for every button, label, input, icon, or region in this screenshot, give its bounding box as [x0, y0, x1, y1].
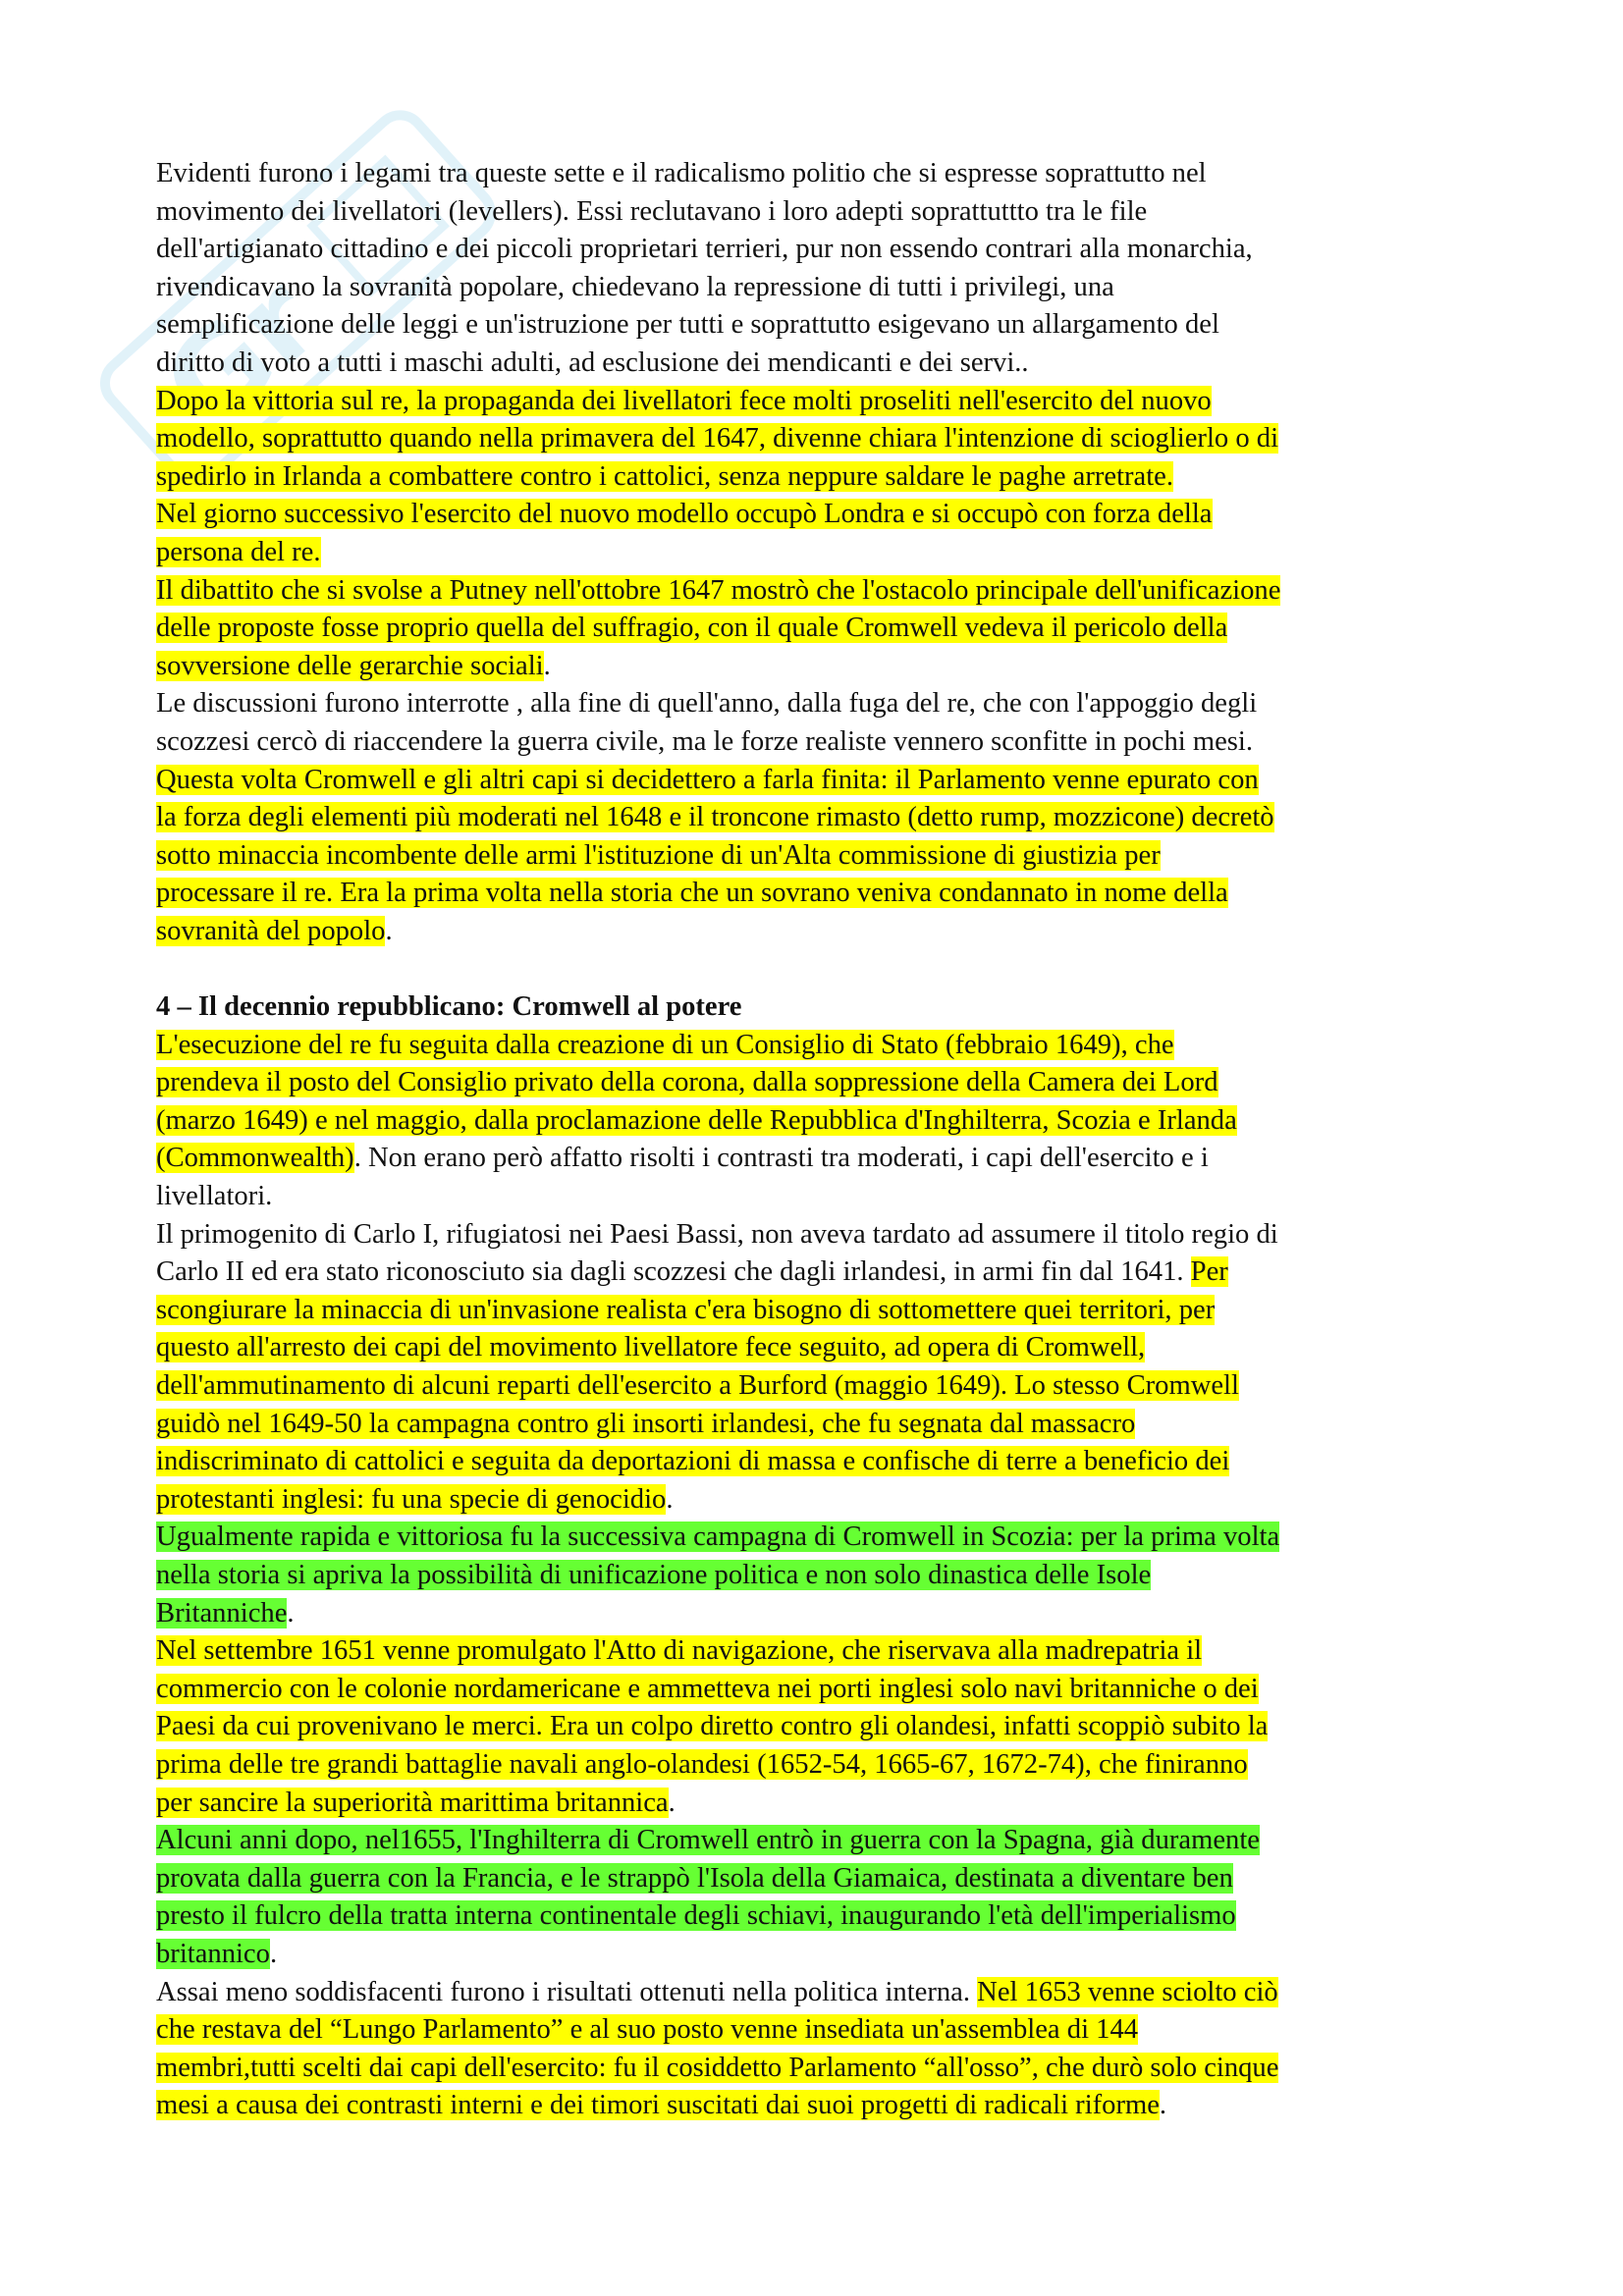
text-run: Il primogenito di Carlo I, rifugiatosi nei Paesi Bassi, non aveva tardato ad assumere il titolo regio di: [156, 1218, 1278, 1250]
paragraph-carlo-ii: [156, 1216, 1482, 1520]
highlighted-text: L'esecuzione del re fu seguita dalla creazione di un Consiglio di Stato (febbraio 1649), che: [156, 1029, 1174, 1060]
paragraph-putney: [156, 572, 1482, 686]
text-line: [156, 1406, 1482, 1444]
text-line: [156, 496, 1482, 534]
highlighted-text: dell'ammutinamento di alcuni reparti dell'esercito a Burford (maggio 1649). Lo stesso Cromwell: [156, 1370, 1239, 1401]
highlighted-text: scongiurare la minaccia di un'invasione realista c'era bisogno di sottomettere quei territori, per: [156, 1294, 1216, 1325]
text-run: .: [269, 1938, 278, 1969]
text-line: [156, 2087, 1482, 2125]
text-run: Le discussioni furono interrotte , alla fine di quell'anno, dalla fuga del re, che con l'appoggio degli: [156, 688, 1258, 720]
highlighted-text: modello, soprattutto quando nella primavera del 1647, divenne chiara l'intenzione di scioglierlo o di: [156, 423, 1279, 454]
highlighted-text: (marzo 1649) e nel maggio, dalla proclamazione delle Repubblica d'Inghilterra, Scozia e Irlanda: [156, 1104, 1237, 1136]
highlighted-text: spedirlo in Irlanda a combattere contro i cattolici, senza neppure saldare le paghe arretrate.: [156, 460, 1174, 492]
text-line: [156, 1974, 1482, 2012]
text-line: [156, 1595, 1482, 1633]
text-run: .: [1159, 2090, 1167, 2121]
highlighted-text: Nel settembre 1651 venne promulgato l'Atto di navigazione, che riservava alla madrepatria il: [156, 1635, 1203, 1667]
highlighted-text: sovversione delle gerarchie sociali: [156, 650, 544, 681]
text-run: .: [543, 650, 551, 681]
text-line: [156, 1671, 1482, 1709]
text-run: Evidenti furono i legami tra queste sette e il radicalismo politio che si espresse soprattutto nel: [156, 158, 1207, 188]
paragraph-giamaica: [156, 1822, 1482, 1973]
text-line: [156, 1292, 1482, 1330]
paragraph-londra: [156, 496, 1482, 571]
text-run: .: [287, 1597, 295, 1629]
text-line: [156, 306, 1482, 345]
text-line: [156, 1708, 1482, 1746]
blank-line: [156, 950, 1482, 988]
paragraph-atto-navigazione: [156, 1632, 1482, 1822]
text-line: [156, 458, 1482, 497]
text-run: semplificazione delle leggi e un'istruzione per tutti e soprattutto esigevano un allargamento del: [156, 309, 1219, 341]
highlighted-text: questo all'arresto dei capi del movimento livellatore fece seguito, ad opera di Cromwell,: [156, 1332, 1146, 1363]
text-line: [156, 837, 1482, 876]
highlighted-text: delle proposte fosse proprio quella del suffragio, con il quale Cromwell vedeva il pericolo della: [156, 613, 1228, 644]
text-line: [156, 231, 1482, 269]
text-run: Carlo II ed era stato riconosciuto sia dagli scozzesi che dagli irlandesi, in armi fin dal 1641.: [156, 1256, 1191, 1288]
text-run: dell'artigianato cittadino e dei piccoli proprietari terrieri, pur non essendo contrari alla monarchia,: [156, 234, 1253, 265]
highlighted-text: membri,tutti scelti dai capi dell'esercito: fu il cosiddetto Parlamento “all'osso”, che durò solo cinque: [156, 2052, 1279, 2083]
highlighted-text: nella storia si apriva la possibilità di unificazione politica e non solo dinastica delle Isole: [156, 1559, 1152, 1590]
text-line: [156, 383, 1482, 421]
text-run: Assai meno soddisfacenti furono i risultati ottenuti nella politica interna.: [156, 1976, 978, 2007]
text-line: [156, 2011, 1482, 2050]
paragraph-scozia: [156, 1519, 1482, 1632]
text-line: [156, 685, 1482, 723]
highlighted-text: mesi a causa dei contrasti interni e dei timori suscitati dai suoi progetti di radicali riforme: [156, 2090, 1160, 2121]
text-line: [156, 1140, 1482, 1178]
text-run: .: [668, 1787, 676, 1818]
highlighted-text: Questa volta Cromwell e gli altri capi si decidettero a farla finita: il Parlamento venne epurato con: [156, 764, 1259, 795]
highlighted-text: presto il fulcro della tratta interna continentale degli schiavi, inaugurando l'età dell'imperialismo: [156, 1900, 1236, 1932]
highlighted-text: processare il re. Era la prima volta nella storia che un sovrano veniva condannato in nome della: [156, 878, 1228, 909]
text-line: [156, 572, 1482, 611]
text-line: [156, 1178, 1482, 1216]
text-line: [156, 1746, 1482, 1785]
text-line: [156, 1027, 1482, 1065]
paragraph-processo-re: [156, 762, 1482, 951]
highlighted-text: guidò nel 1649-50 la campagna contro gli insorti irlandesi, che fu segnata dal massacro: [156, 1408, 1136, 1439]
highlighted-text: persona del re.: [156, 536, 321, 567]
text-run: movimento dei livellatori (levellers). Essi reclutavano i loro adepti soprattuttto tra le file: [156, 195, 1148, 227]
highlighted-text: Il dibattito che si svolse a Putney nell'ottobre 1647 mostrò che l'ostacolo principale dell'unificazione: [156, 574, 1281, 606]
highlighted-text: prendeva il posto del Consiglio privato della corona, dalla soppressione della Camera dei Lord: [156, 1067, 1218, 1098]
paragraph-sette-livellatori: [156, 155, 1482, 383]
paragraph-propaganda: [156, 383, 1482, 497]
highlighted-text: Paesi da cui provenivano le merci. Era un colpo diretto contro gli olandesi, infatti scoppiò subito la: [156, 1711, 1269, 1742]
highlighted-text: protestanti inglesi: fu una specie di genocidio: [156, 1483, 667, 1515]
highlighted-text: Nel 1653 venne sciolto ciò: [977, 1976, 1278, 2007]
highlighted-text: provata dalla guerra con la Francia, e le strappò l'Isola della Giamaica, destinata a diventare ben: [156, 1862, 1233, 1894]
text-line: [156, 1822, 1482, 1860]
highlighted-text: Britanniche: [156, 1597, 288, 1629]
highlighted-text: sotto minaccia incombente delle armi l'istituzione di un'Alta commissione di giustizia per: [156, 839, 1161, 871]
text-line: [156, 155, 1482, 193]
highlighted-text: Dopo la vittoria sul re, la propaganda dei livellatori fece molti proseliti nell'esercito del nuovo: [156, 385, 1212, 416]
text-line: [156, 1443, 1482, 1481]
text-line: [156, 648, 1482, 686]
text-line: [156, 1785, 1482, 1823]
highlighted-text: britannico: [156, 1938, 270, 1969]
highlighted-text: (Commonwealth): [156, 1143, 354, 1174]
text-line: [156, 1481, 1482, 1520]
text-line: [156, 1329, 1482, 1367]
text-run: scozzesi cercò di riaccendere la guerra civile, ma le forze realiste vennero sconfitte in pochi mesi.: [156, 725, 1253, 757]
text-line: [156, 913, 1482, 951]
text-line: [156, 1519, 1482, 1557]
highlighted-text: prima delle tre grandi battaglie navali anglo-olandesi (1652-54, 1665-67, 1672-74), che finiranno: [156, 1748, 1248, 1780]
watermark-text: Gr: [137, 251, 346, 457]
section-heading: [156, 988, 1482, 1027]
text-run: .: [666, 1483, 674, 1515]
highlighted-text: Ugualmente rapida e vittoriosa fu la successiva campagna di Cromwell in Scozia: per la prima volta: [156, 1522, 1280, 1553]
highlighted-text: indiscriminato di cattolici e seguita da deportazioni di massa e confische di terre a beneficio dei: [156, 1446, 1230, 1477]
text-run: . Non erano però affatto risolti i contrasti tra moderati, i capi dell'esercito e i: [353, 1143, 1209, 1174]
text-line: [156, 1367, 1482, 1406]
text-line: [156, 875, 1482, 913]
text-line: [156, 762, 1482, 800]
text-line: [156, 420, 1482, 458]
text-line: [156, 193, 1482, 232]
text-line: [156, 610, 1482, 648]
text-line: [156, 269, 1482, 307]
text-line: [156, 1936, 1482, 1974]
text-run: diritto di voto a tutti i maschi adulti, ad esclusione dei mendicanti e dei servi..: [156, 347, 1029, 378]
text-line: [156, 1897, 1482, 1936]
highlighted-text: Alcuni anni dopo, nel1655, l'Inghilterra di Cromwell entrò in guerra con la Spagna, già duramente: [156, 1825, 1260, 1856]
highlighted-text: Nel giorno successivo l'esercito del nuovo modello occupò Londra e si occupò con forza della: [156, 499, 1213, 530]
text-line: [156, 2050, 1482, 2088]
text-line: [156, 1102, 1482, 1141]
text-line: [156, 1860, 1482, 1898]
text-run: .: [385, 915, 393, 946]
paragraph-politica-interna: [156, 1974, 1482, 2125]
highlighted-text: commercio con le colonie nordamericane e ammetteva nei porti inglesi solo navi britanniche o dei: [156, 1673, 1259, 1704]
text-line: [156, 1254, 1482, 1292]
highlighted-text: per sancire la superiorità marittima britannica: [156, 1787, 669, 1818]
text-line: [156, 723, 1482, 762]
text-line: [156, 1557, 1482, 1595]
paragraph-consiglio-stato: [156, 1027, 1482, 1216]
paragraph-fuga-re: [156, 685, 1482, 761]
text-line: [156, 799, 1482, 837]
highlighted-text: la forza degli elementi più moderati nel 1648 e il troncone rimasto (detto rump, mozzicone) decretò: [156, 802, 1274, 833]
text-line: [156, 1632, 1482, 1671]
highlighted-text: Per: [1190, 1256, 1228, 1288]
highlighted-text: che restava del “Lungo Parlamento” e al suo posto venne insediata un'assemblea di 144: [156, 2014, 1139, 2046]
document-body: [156, 155, 1482, 2125]
text-run: rivendicavano la sovranità popolare, chiedevano la repressione di tutti i privilegi, una: [156, 271, 1114, 302]
text-run: livellatori.: [156, 1181, 273, 1212]
text-line: [156, 534, 1482, 572]
heading-text: 4 – Il decennio repubblicano: Cromwell al potere: [156, 991, 742, 1023]
text-line: [156, 1216, 1482, 1255]
text-line: [156, 1064, 1482, 1102]
highlighted-text: sovranità del popolo: [156, 915, 386, 946]
text-line: [156, 345, 1482, 383]
